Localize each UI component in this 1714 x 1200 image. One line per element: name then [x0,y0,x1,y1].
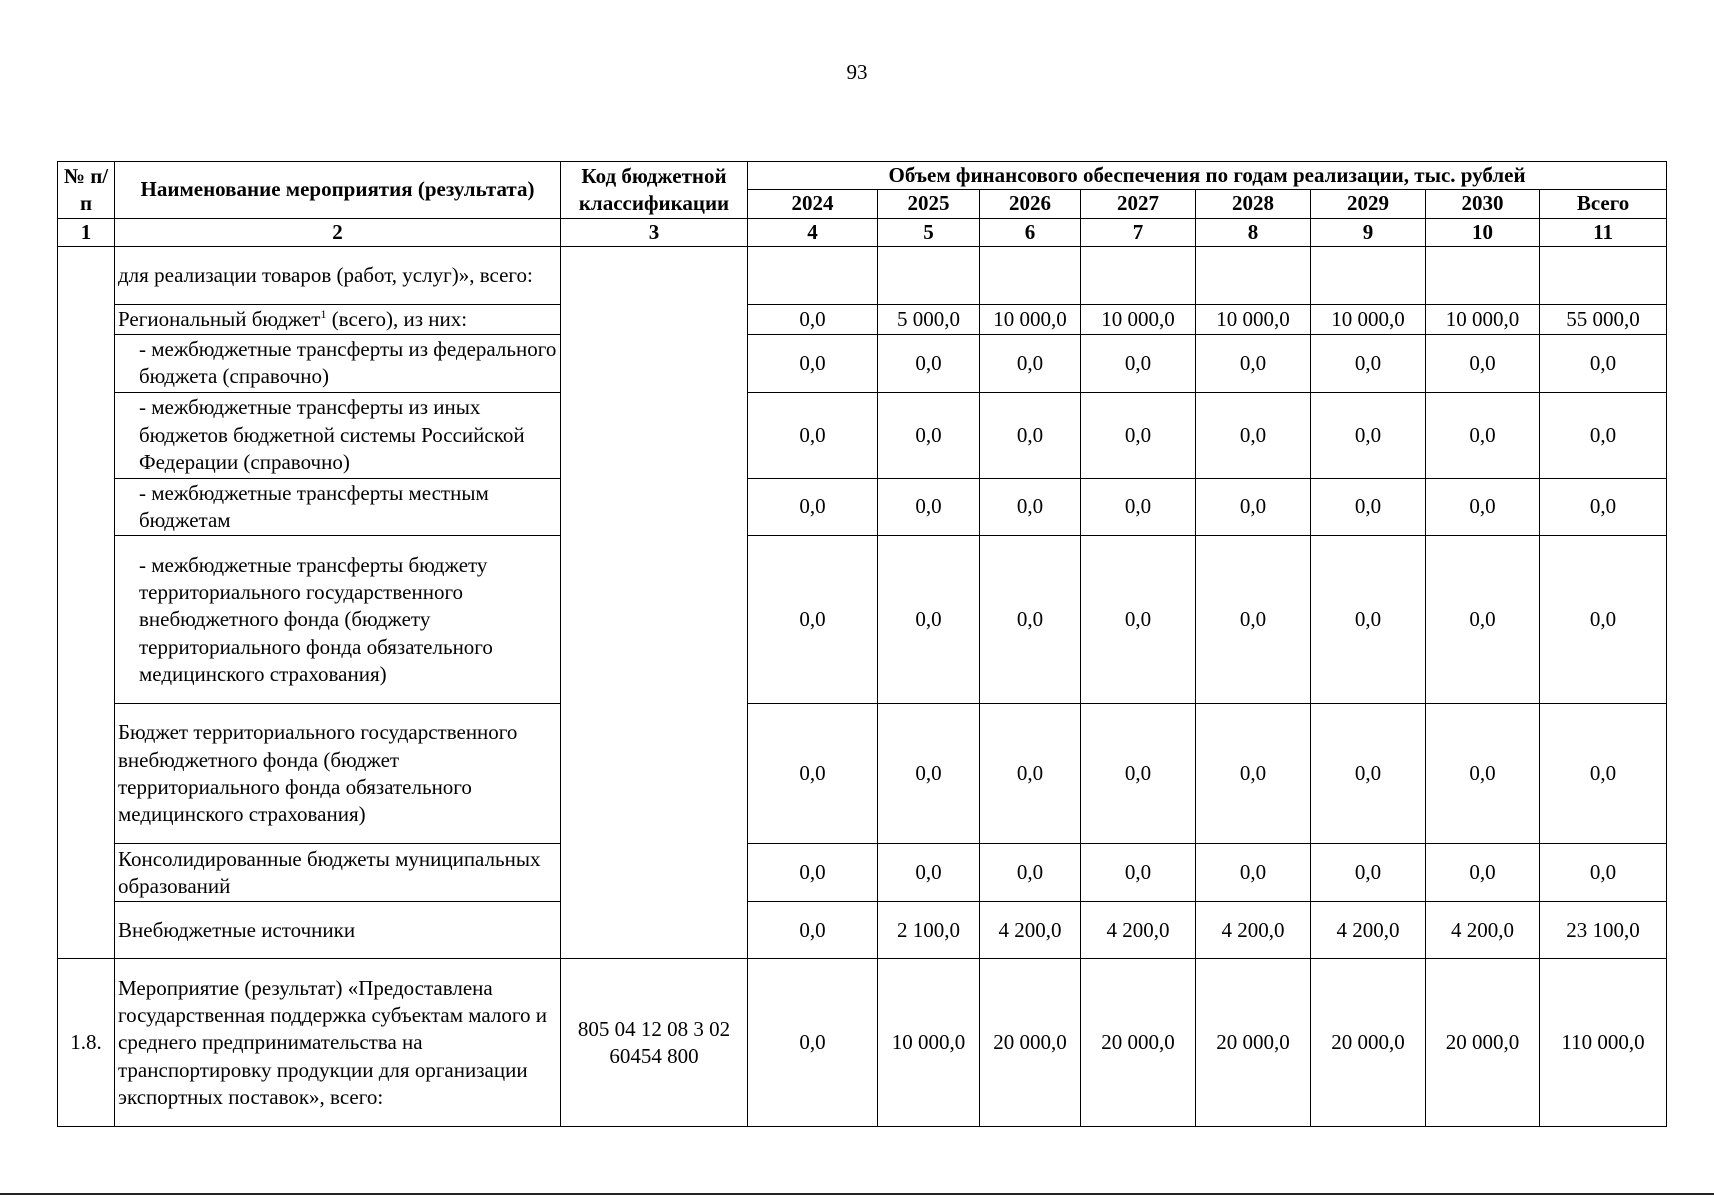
value-cell: 4 200,0 [1081,902,1196,959]
value-cell: 20 000,0 [980,959,1081,1127]
value-cell: 0,0 [1311,704,1426,844]
value-cell: 0,0 [1311,536,1426,704]
footnote-mark: 1 [320,306,327,321]
value-cell: 0,0 [980,844,1081,902]
value-cell: 0,0 [1426,392,1540,478]
header-code: Код бюджетной классификации [561,162,748,219]
value-cell: 23 100,0 [1540,902,1667,959]
value-cell: 10 000,0 [878,959,980,1127]
value-cell: 20 000,0 [1081,959,1196,1127]
page-edge-line [0,1193,1714,1195]
value-cell: 0,0 [980,478,1081,536]
value-cell: 10 000,0 [1196,304,1311,334]
value-cell: 0,0 [748,902,878,959]
header-year: 2027 [1081,190,1196,218]
table-row [58,959,1667,1127]
value-cell: 0,0 [878,478,980,536]
value-cell: 4 200,0 [1426,902,1540,959]
value-cell: 0,0 [1311,335,1426,393]
value-cell: 0,0 [748,392,878,478]
value-cell [1540,246,1667,304]
value-cell: 0,0 [1196,536,1311,704]
column-index: 4 [748,218,878,246]
value-cell: 110 000,0 [1540,959,1667,1127]
value-cell: 20 000,0 [1196,959,1311,1127]
row-name: - межбюджетные трансферты местным бюджетам [115,478,561,536]
header-year: 2026 [980,190,1081,218]
value-cell [748,246,878,304]
value-cell: 10 000,0 [1311,304,1426,334]
column-index: 6 [980,218,1081,246]
value-cell: 0,0 [1196,704,1311,844]
value-cell: 4 200,0 [1196,902,1311,959]
value-cell: 55 000,0 [1540,304,1667,334]
value-cell [1196,246,1311,304]
value-cell: 0,0 [748,536,878,704]
value-cell: 0,0 [1196,335,1311,393]
header-year: 2024 [748,190,878,218]
value-cell: 0,0 [1540,392,1667,478]
column-index: 7 [1081,218,1196,246]
value-cell: 0,0 [878,335,980,393]
header-volume: Объем финансового обеспечения по годам реализации, тыс. рублей [748,162,1667,190]
value-cell: 20 000,0 [1311,959,1426,1127]
header-year: 2029 [1311,190,1426,218]
header-num: № п/п [58,162,115,219]
value-cell [1081,246,1196,304]
value-cell: 0,0 [980,392,1081,478]
value-cell [1311,246,1426,304]
value-cell: 0,0 [1426,536,1540,704]
header-total: Всего [1540,190,1667,218]
value-cell: 0,0 [980,335,1081,393]
header-year: 2030 [1426,190,1540,218]
value-cell: 10 000,0 [1081,304,1196,334]
header-name: Наименование мероприятия (результата) [115,162,561,219]
row-name: Бюджет территориального государственного внебюджетного фонда (бюджет территориального фонда обязательного медицинского страхования) [115,704,561,844]
header-year: 2025 [878,190,980,218]
value-cell: 0,0 [1311,392,1426,478]
value-cell: 0,0 [748,959,878,1127]
budget-code: 805 04 12 08 3 02 60454 800 [561,959,748,1127]
value-cell: 0,0 [1081,335,1196,393]
value-cell: 0,0 [1196,844,1311,902]
column-index: 10 [1426,218,1540,246]
value-cell: 0,0 [1426,335,1540,393]
value-cell: 0,0 [1081,704,1196,844]
table-row [58,844,1667,902]
column-index: 8 [1196,218,1311,246]
row-name: Мероприятие (результат) «Предоставлена государственная поддержка субъектам малого и среднего предпринимательства на транспортировку продукции для организации экспортных поставок», всего: [115,959,561,1127]
value-cell: 0,0 [878,392,980,478]
value-cell: 0,0 [1081,844,1196,902]
column-index: 9 [1311,218,1426,246]
financing-table [57,161,1667,1127]
value-cell: 0,0 [980,536,1081,704]
value-cell: 0,0 [1081,536,1196,704]
value-cell: 0,0 [1081,478,1196,536]
column-index: 1 [58,218,115,246]
column-index: 11 [1540,218,1667,246]
row-name: - межбюджетные трансферты бюджету территориального государственного внебюджетного фонда (бюджету территориального фонда обязательного медицинского страхования) [115,536,561,704]
column-index: 3 [561,218,748,246]
value-cell: 0,0 [1196,478,1311,536]
table-row [58,304,1667,334]
value-cell: 2 100,0 [878,902,980,959]
value-cell: 0,0 [1540,704,1667,844]
table-row [58,536,1667,704]
table-row [58,335,1667,393]
table-row [58,704,1667,844]
table-row [58,246,1667,304]
value-cell: 0,0 [748,304,878,334]
page-number: 93 [846,60,868,84]
value-cell: 0,0 [878,704,980,844]
table-row [58,902,1667,959]
value-cell: 10 000,0 [1426,304,1540,334]
value-cell: 0,0 [1540,335,1667,393]
row-name: Внебюджетные источники [115,902,561,959]
column-index: 2 [115,218,561,246]
value-cell: 0,0 [1081,392,1196,478]
value-cell: 0,0 [1426,704,1540,844]
value-cell: 0,0 [748,704,878,844]
value-cell: 10 000,0 [980,304,1081,334]
num-cell [58,246,115,958]
value-cell: 0,0 [748,335,878,393]
value-cell: 0,0 [980,704,1081,844]
value-cell: 0,0 [1540,536,1667,704]
value-cell: 0,0 [1311,478,1426,536]
item-number: 1.8. [58,959,115,1127]
value-cell: 0,0 [1426,478,1540,536]
row-name: для реализации товаров (работ, услуг)», всего: [115,246,561,304]
value-cell: 5 000,0 [878,304,980,334]
value-cell: 0,0 [1426,844,1540,902]
value-cell: 0,0 [878,844,980,902]
value-cell: 0,0 [1540,844,1667,902]
value-cell: 4 200,0 [1311,902,1426,959]
value-cell: 0,0 [748,844,878,902]
value-cell: 0,0 [1196,392,1311,478]
value-cell: 0,0 [1311,844,1426,902]
table-row [58,392,1667,478]
row-name: Консолидированные бюджеты муниципальных образований [115,844,561,902]
value-cell [980,246,1081,304]
value-cell: 4 200,0 [980,902,1081,959]
row-name: - межбюджетные трансферты из иных бюджетов бюджетной системы Российской Федерации (справочно) [115,392,561,478]
value-cell [1426,246,1540,304]
row-name: - межбюджетные трансферты из федерального бюджета (справочно) [115,335,561,393]
table-row [58,478,1667,536]
value-cell [878,246,980,304]
value-cell: 0,0 [1540,478,1667,536]
value-cell: 0,0 [748,478,878,536]
row-name: Региональный бюджет$^1$ (всего), из них: [115,304,561,334]
column-index: 5 [878,218,980,246]
header-year: 2028 [1196,190,1311,218]
value-cell: 20 000,0 [1426,959,1540,1127]
code-cell [561,246,748,958]
value-cell: 0,0 [878,536,980,704]
